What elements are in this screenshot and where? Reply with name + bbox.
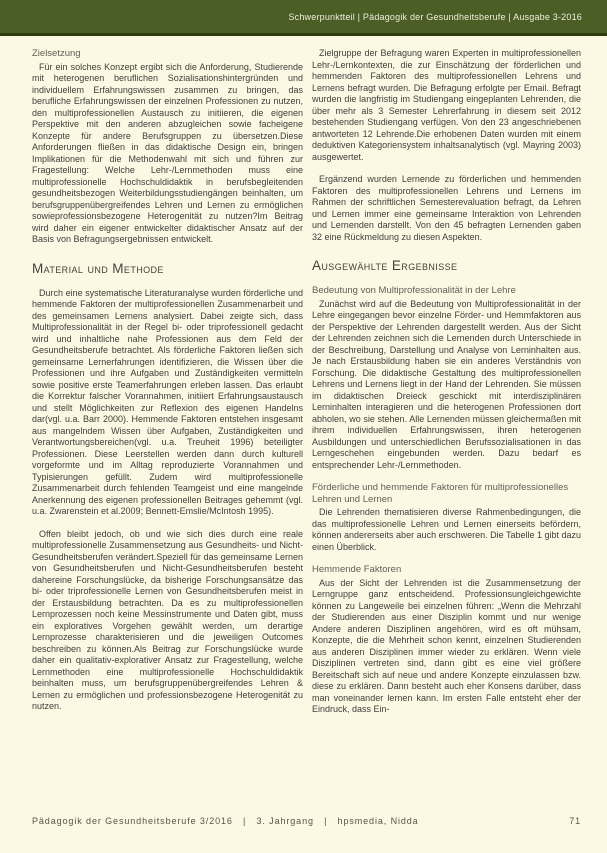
section-heading-material-und-methode: Material und Methode xyxy=(32,260,164,276)
paragraph-zielgruppe-befragung: Zielgruppe der Befragung waren Experten in multiprofessionellen Lehr-/Lernkontexten, die zur Einschätzung der förderlichen und hemmenden Faktoren des multiprofessionellen Lehrens und Lernens befragt wurden. Die Befragung erfolgte per Email. Befragt wurden die langfristig im Studiengang eingeplanten Lehrenden, die über mehr als 3 Semester Lehrerfahrung in diesem seit 2012 bestehenden Studiengang verfügen. Von den 23 angeschriebenen antworteten 12 Lehrende.Die erhobenen Daten wurden mit einem deduktiven Kategoriensystem inhaltsanalytisch (vgl. Mayring 2003) ausgewertet. xyxy=(312,48,581,162)
paragraph-ergaenzend-lernende: Ergänzend wurden Lernende zu förderlichen und hemmenden Faktoren des multiprofessionellen Lehrens und Lernens im Rahmen der schriftlichen Semesterevaluation befragt, da Lehren und Lernen immer eine gemeinsame Interaktion von Lehrenden und Lernenden darstellt. Von den 45 befragten Lernenden gaben 32 eine Rückmeldung zu diesen Aspekten. xyxy=(312,174,581,242)
page-footer xyxy=(32,816,581,826)
subheading-bedeutung-multiprofessionalitaet: Bedeutung von Multiprofessionalität in der Lehre xyxy=(312,285,516,296)
footer-journal-info: Pädagogik der Gesundheitsberufe 3/2016 | 3. Jahrgang | hpsmedia, Nidda xyxy=(32,816,419,826)
paragraph-forschungsluecke: Offen bleibt jedoch, ob und wie sich dies durch eine reale multiprofessionelle Zusammensetzung aus Gesundheits- und Nicht-Gesundheitsberufen verändert.Speziell für das gemeinsame Lernen von Gesundheitsberufen und Nicht-Gesundheitsberufen besteht dahereine Forschungslücke, da bisherige Forschungsansätze das bi- oder triprofessionelle Lernen von Gesundheitsberufen meist in der Erstausbildung betrachten. Da es zu multiprofessionellen Lernprozessen noch keine Messinstrumente und Daten gibt, muss ein exploratives Vorgehen gewählt werden, um derartige Lernprozesse charakterisieren und die jeweiligen Outcomes beschreiben zu können.Als Beitrag zur Forschungslücke wurde daher ein qualitativ-explorativer Ansatz zur Fragestellung, welche Lernmethoden eine multiprofessionelle Hochschuldidaktik beinhalten muss, um berufsgruppenübergreifendes Lehren & Lernen zu ermöglichen und professionsbezogene Heterogenität zu nutzen. xyxy=(32,528,303,711)
paragraph-zielsetzung: Für ein solches Konzept ergibt sich die Anforderung, Studierende mit heterogenen beruflichen Sozialisationshintergründen und individuellem Erfahrungswissen zusammen zu bringen, das berufliche Erfahrungswissen der einzelnen Professionen zu nutzen, den multiprofessionellen Austausch zu initiieren, die eigenen Perspektive mit den anderen abzugleichen sowie facheigene Konzepte für andere Berufsgruppen zu übersetzen.Diese Anforderungen fließen in das didaktische Design ein, bringen Implikationen für die Methodenwahl mit sich und führen zur Fragestellung: Welche Lehr-/Lernmethoden muss eine multiprofessionelle Hochschuldidaktik in berufsbegleitenden gesundheitsbezogen Weiterbildungsstudiengängen beinhalten, um berufsgruppenübergreifendes Lehren und Lernen zu ermöglichen sowieprofessionsbezogene Heterogenität zu nutzen?Im Beitrag wird daher ein eigener entwickelter didaktischer Ansatz auf der Basis von Befragungsergebnissen entwickelt. xyxy=(32,61,303,244)
section-heading-ausgewaehlte-ergebnisse: Ausgewählte Ergebnisse xyxy=(312,258,458,273)
journal-header-text: Schwerpunktteil | Pädagogik der Gesundheitsberufe | Ausgabe 3-2016 xyxy=(288,11,582,22)
paragraph-lerngruppe-zusammensetzung: Aus der Sicht der Lehrenden ist die Zusammensetzung der Lerngruppe ganz entscheidend. Professionsungleichgewichte können zu Langeweile bei einzelnen führen: „Wenn die Mehrzahl der Studierenden aus einer Disziplin kommt und nur wenige Andere anderen Disziplinen angehören, wird es oft mühsam, Konzepte, die die Mehrheit schon kennt, einzelnen Studierenden aus anderen Disziplinen immer wieder zu erklären. Wenn viele Disziplinen vertreten sind, dann gibt es eine viel größere Bereitschaft sich auf neue und andere Konzepte einzulassen bzw. diese zu erklären. Dann besteht auch eher Konsens darüber, dass man voneinander lernen kann. Im ersten Falle entsteht eher der Eindruck, dass Ein- xyxy=(312,577,581,714)
article-right-column xyxy=(312,48,581,716)
subheading-zielsetzung: Zielsetzung xyxy=(32,48,81,59)
paragraph-bedeutung-lehre: Zunächst wird auf die Bedeutung von Multiprofessionalität in der Lehre eingegangen bevor einzelne Förder- und Hemmfaktoren aus der Perspektive der Lehrenden dargestellt werden. Aus der Sicht der Lehrenden zeichnen sich die Lernenden durch Unterschiede in der Beschreibung, Darstellung und Analyse von Lerninhalten aus. Je nach Erstausbildung haben sie ein anderes Verständnis von Forschung. Die didaktische Gestaltung des multiprofessionellen Lehrens und Lernens liegt in der Hand der Lehrenden. Sie müssen im didaktischen Dreieck geschickt mit interdisziplinären Lerninhalten interagieren und die heterogenen Professionen dort abholen, wo sie stehen. Alle Lernenden müssen gleichermaßen mit ihrem individuellen Erfahrungswissen, ihren heterogenen Ausbildungen und unterschiedlichen Berufssozialisationen in das Lerngeschehen eingebunden werden. Dazu bedarf es entsprechender Lehr-/Lernmethoden. xyxy=(312,298,581,470)
paragraph-literaturanalyse: Durch eine systematische Literaturanalyse wurden förderliche und hemmende Faktoren der multiprofessionellen Zusammenarbeit und des gemeinsamen Lernens analysiert. Dabei zeigte sich, dass Multiprofessionalität in der Regel bi- oder triprofessionell gedacht wird und inhaltliche nahe Professionen aus dem Feld der Gesundheitsberufe betrachtet. Als förderliche Faktoren ließen sich gemeinsame Lernerfahrungen identifizieren, die Wissen über die Professionen und ihre Aufgaben und Zuständigkeiten vermitteln sowie positive erste Teamerfahrungen erleben lassen. Das erlaubt die Korrektur falscher Vorannahmen, initiiert Erfahrungsaustausch und stellt Möglichkeiten zur Reflexion des eigenen Handelns dar(vgl. u.a. Barr 2000). Hemmende Faktoren entstehen insgesamt aus mangelndem Wissen über Aufgaben, Zuständigkeiten und Verantwortungsbereichen(vgl. u.a. Treuheit 1996) beteiligter Professionen. Diese Leerstellen werden dann durch kulturell vorgeformte und im Alltag reproduzierte Vorannahmen und Typisierungen gefüllt. Zudem wird multiprofessionelle Zusammenarbeit durch fehlenden Teamgeist und eine mangelnde Anerkennung des eigenen professionellen Beitrages gehemmt (vgl. u.a. Zwarenstein et al.2009; Bennett-Emslie/McIntosh 1995). xyxy=(32,287,303,516)
journal-header-bar xyxy=(0,0,607,36)
subheading-foerderliche-hemmende-faktoren: Förderliche und hemmende Faktoren für multiprofessionelles Lehren und Lernen xyxy=(312,482,569,505)
subheading-hemmende-faktoren: Hemmende Faktoren xyxy=(312,564,402,575)
footer-page-number: 71 xyxy=(569,816,581,826)
paragraph-rahmenbedingungen: Die Lehrenden thematisieren diverse Rahmenbedingungen, die das multiprofessionelle Lehren und Lernen einerseits befördern, können andererseits aber auch erschweren. Die Tabelle 1 gibt dazu einen Überblick. xyxy=(312,507,582,552)
article-left-column xyxy=(32,48,303,713)
